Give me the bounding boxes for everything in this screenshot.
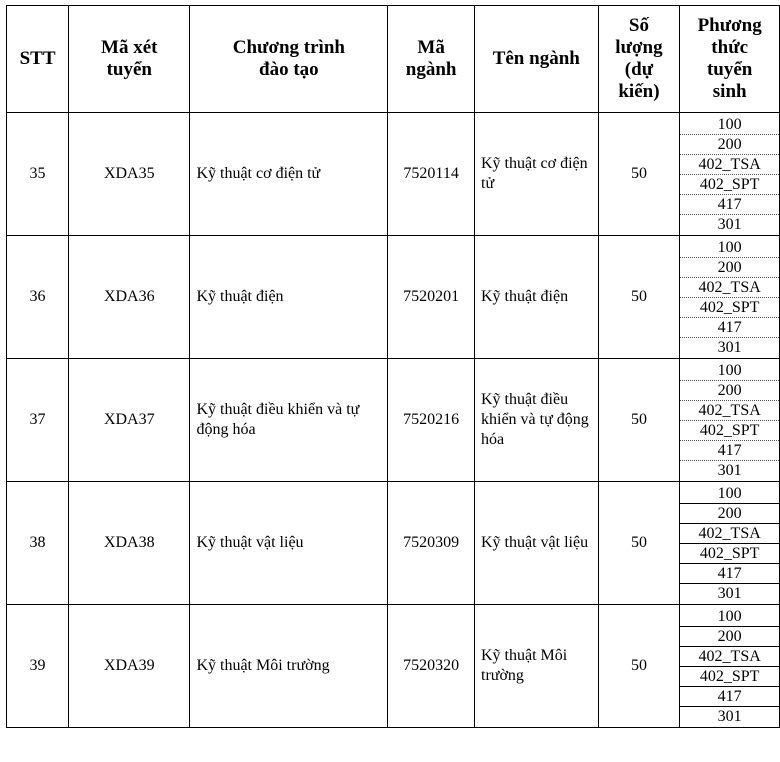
method-item: 200 [680, 381, 779, 401]
method-item: 301 [717, 461, 742, 479]
cell-phuong-thuc [680, 113, 780, 236]
method-item: 402_SPT [680, 298, 779, 318]
method-item: 100 [680, 361, 779, 381]
cell-phuong-thuc [680, 482, 780, 605]
cell-ten-nganh: Kỹ thuật điều khiển và tự động hóa [475, 359, 599, 482]
cell-phuong-thuc [680, 236, 780, 359]
method-item: 200 [680, 135, 779, 155]
header-ma-nganh: Mã ngành [388, 6, 475, 113]
table-row [7, 605, 780, 728]
table-row [7, 482, 780, 605]
admission-table-page [6, 5, 780, 728]
cell-stt: 38 [7, 482, 69, 605]
cell-phuong-thuc [680, 359, 780, 482]
method-item: 402_SPT [680, 421, 779, 441]
cell-ma-nganh: 7520320 [388, 605, 475, 728]
method-item: 402_SPT [680, 544, 779, 564]
method-item: 402_TSA [680, 278, 779, 298]
method-item: 200 [680, 258, 779, 278]
cell-ma-xet-tuyen: XDA38 [69, 482, 190, 605]
cell-so-luong: 50 [598, 605, 680, 728]
cell-ten-nganh: Kỹ thuật cơ điện tử [475, 113, 599, 236]
cell-ten-nganh: Kỹ thuật điện [475, 236, 599, 359]
method-list [680, 115, 779, 234]
header-so-luong: Số lượng (dự kiến) [598, 6, 680, 113]
admission-table [6, 5, 780, 728]
method-item: 402_SPT [680, 667, 779, 687]
table-row [7, 113, 780, 236]
cell-chuong-trinh: Kỹ thuật vật liệu [190, 482, 388, 605]
cell-chuong-trinh: Kỹ thuật cơ điện tử [190, 113, 388, 236]
method-item: 301 [717, 338, 742, 356]
method-item: 100 [680, 607, 779, 627]
method-item: 301 [717, 584, 742, 602]
cell-phuong-thuc [680, 605, 780, 728]
method-item: 200 [680, 627, 779, 647]
method-item: 417 [680, 687, 779, 707]
cell-so-luong: 50 [598, 482, 680, 605]
method-item: 301 [717, 707, 742, 725]
header-row [7, 6, 780, 113]
cell-ma-nganh: 7520309 [388, 482, 475, 605]
cell-ten-nganh: Kỹ thuật vật liệu [475, 482, 599, 605]
method-item: 100 [680, 484, 779, 504]
method-item: 417 [680, 441, 779, 461]
method-list [680, 361, 779, 480]
cell-stt: 37 [7, 359, 69, 482]
method-item: 100 [680, 238, 779, 258]
cell-ma-xet-tuyen: XDA37 [69, 359, 190, 482]
method-item: 402_TSA [680, 155, 779, 175]
cell-ma-nganh: 7520201 [388, 236, 475, 359]
header-stt: STT [7, 6, 69, 113]
cell-stt: 36 [7, 236, 69, 359]
header-phuong-thuc: Phương thức tuyển sinh [680, 6, 780, 113]
method-item: 417 [680, 564, 779, 584]
cell-ma-xet-tuyen: XDA36 [69, 236, 190, 359]
cell-ma-xet-tuyen: XDA35 [69, 113, 190, 236]
cell-so-luong: 50 [598, 113, 680, 236]
method-list [680, 238, 779, 357]
cell-chuong-trinh: Kỹ thuật điện [190, 236, 388, 359]
cell-chuong-trinh: Kỹ thuật Môi trường [190, 605, 388, 728]
method-item: 402_TSA [680, 401, 779, 421]
method-item: 417 [680, 195, 779, 215]
cell-ma-nganh: 7520216 [388, 359, 475, 482]
method-item: 402_TSA [680, 524, 779, 544]
header-ten-nganh: Tên ngành [475, 6, 599, 113]
cell-stt: 39 [7, 605, 69, 728]
method-list [680, 607, 779, 726]
header-ma-xet-tuyen: Mã xét tuyển [69, 6, 190, 113]
method-item: 200 [680, 504, 779, 524]
method-item: 301 [717, 215, 742, 233]
cell-stt: 35 [7, 113, 69, 236]
cell-ma-xet-tuyen: XDA39 [69, 605, 190, 728]
method-item: 402_SPT [680, 175, 779, 195]
method-list [680, 484, 779, 603]
method-item: 417 [680, 318, 779, 338]
method-item: 402_TSA [680, 647, 779, 667]
table-row [7, 359, 780, 482]
cell-ten-nganh: Kỹ thuật Môi trường [475, 605, 599, 728]
cell-so-luong: 50 [598, 236, 680, 359]
cell-so-luong: 50 [598, 359, 680, 482]
method-item: 100 [680, 115, 779, 135]
cell-chuong-trinh: Kỹ thuật điều khiển và tự động hóa [190, 359, 388, 482]
header-chuong-trinh: Chương trình đào tạo [190, 6, 388, 113]
table-row [7, 236, 780, 359]
cell-ma-nganh: 7520114 [388, 113, 475, 236]
